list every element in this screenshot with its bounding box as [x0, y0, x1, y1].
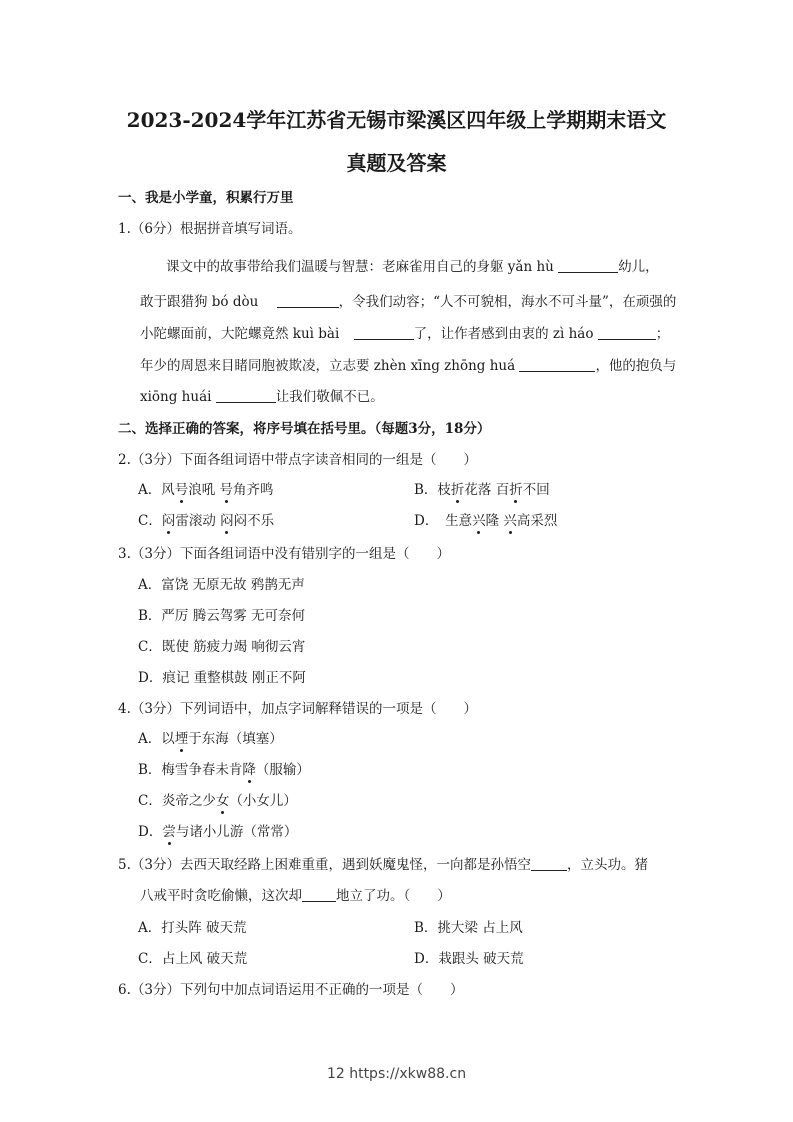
q5-option-b[interactable]: B．挑大梁 占上风 — [414, 920, 523, 936]
answer-blank[interactable] — [277, 293, 339, 308]
answer-blank[interactable] — [354, 325, 414, 340]
answer-blank[interactable] — [302, 889, 336, 902]
question-5-stem-line2: 八戒平时贪吃偷懒，这次却 地立了功。（ ） — [140, 888, 451, 904]
q1-paragraph-line5: xiōng huái 让我们敬佩不已。 — [140, 389, 384, 405]
q1-paragraph-line2: 敢于跟猎狗 bó dòu ，令我们动容；“人不可貌相，海水不可斗量”，在顽强的 — [140, 294, 677, 310]
q4-option-c[interactable]: C．炎帝之少女（小女儿） — [138, 789, 297, 809]
page-footer: 12 https://xkw88.cn — [326, 1066, 467, 1082]
q2-option-a[interactable]: A．风号浪吼 号角齐鸣 — [138, 478, 274, 498]
document-title-line1: 2023-2024学年江苏省无锡市梁溪区四年级上学期期末语文 — [126, 108, 667, 132]
answer-blank[interactable] — [531, 858, 567, 871]
document-title-line2: 真题及答案 — [346, 151, 447, 175]
q5-option-a[interactable]: A．打头阵 破天荒 — [138, 920, 247, 936]
question-2-stem: 2.（3分）下面各组词语中带点字读音相同的一组是（ ） — [118, 452, 477, 468]
q2-option-b[interactable]: B．枝折花落 百折不回 — [414, 478, 550, 498]
answer-blank[interactable] — [558, 258, 618, 273]
question-6-stem: 6.（3分）下列句中加点词语运用不正确的一项是（ ） — [118, 982, 464, 998]
answer-blank[interactable] — [519, 357, 595, 372]
q2-option-d[interactable]: D． 生意兴隆 兴高采烈 — [414, 509, 557, 529]
answer-blank[interactable] — [598, 325, 656, 340]
question-3-stem: 3.（3分）下面各组词语中没有错别字的一组是（ ） — [118, 546, 450, 562]
q1-paragraph-line3: 小陀螺面前，大陀螺竟然 kuì bài 了，让作者感到由衷的 zì háo ； — [140, 326, 670, 342]
q4-option-b[interactable]: B．梅雪争春未肯降（服输） — [138, 758, 310, 778]
q5-option-d[interactable]: D．栽跟头 破天荒 — [414, 951, 524, 967]
section-heading-1: 一、我是小学童，积累行万里 — [118, 190, 294, 206]
question-4-stem: 4.（3分）下列词语中，加点字词解释错误的一项是（ ） — [118, 701, 477, 717]
q4-option-a[interactable]: A．以堙于东海（填塞） — [138, 727, 283, 747]
question-1-stem: 1.（6分）根据拼音填写词语。 — [118, 221, 302, 237]
question-5-stem-line1: 5.（3分）去西天取经路上困难重重，遇到妖魔鬼怪，一向都是孙悟空 ，立头功。猪 — [118, 857, 648, 873]
answer-blank[interactable] — [216, 388, 276, 403]
q5-option-c[interactable]: C．占上风 破天荒 — [138, 951, 248, 967]
q1-paragraph-line1: 课文中的故事带给我们温暖与智慧：老麻雀用自己的身躯 yǎn hù 幼儿， — [166, 259, 659, 275]
q1-paragraph-line4: 年少的周恩来目睹同胞被欺凌，立志要 zhèn xīng zhōng huá ，他的抱负与 — [140, 358, 677, 374]
q3-option-c[interactable]: C．既使 筋疲力竭 响彻云宵 — [138, 639, 306, 655]
q3-option-d[interactable]: D．痕记 重整棋鼓 刚正不阿 — [138, 670, 306, 686]
q3-option-b[interactable]: B．严厉 腾云驾雾 无可奈何 — [138, 608, 306, 624]
section-heading-2: 二、选择正确的答案，将序号填在括号里。（每题3分，18分） — [118, 421, 491, 437]
q2-option-c[interactable]: C．闷雷滚动 闷闷不乐 — [138, 509, 274, 529]
q3-option-a[interactable]: A．富饶 无原无故 鸦鹊无声 — [138, 577, 305, 593]
q4-option-d[interactable]: D．尝与诸小儿游（常常） — [138, 820, 297, 840]
